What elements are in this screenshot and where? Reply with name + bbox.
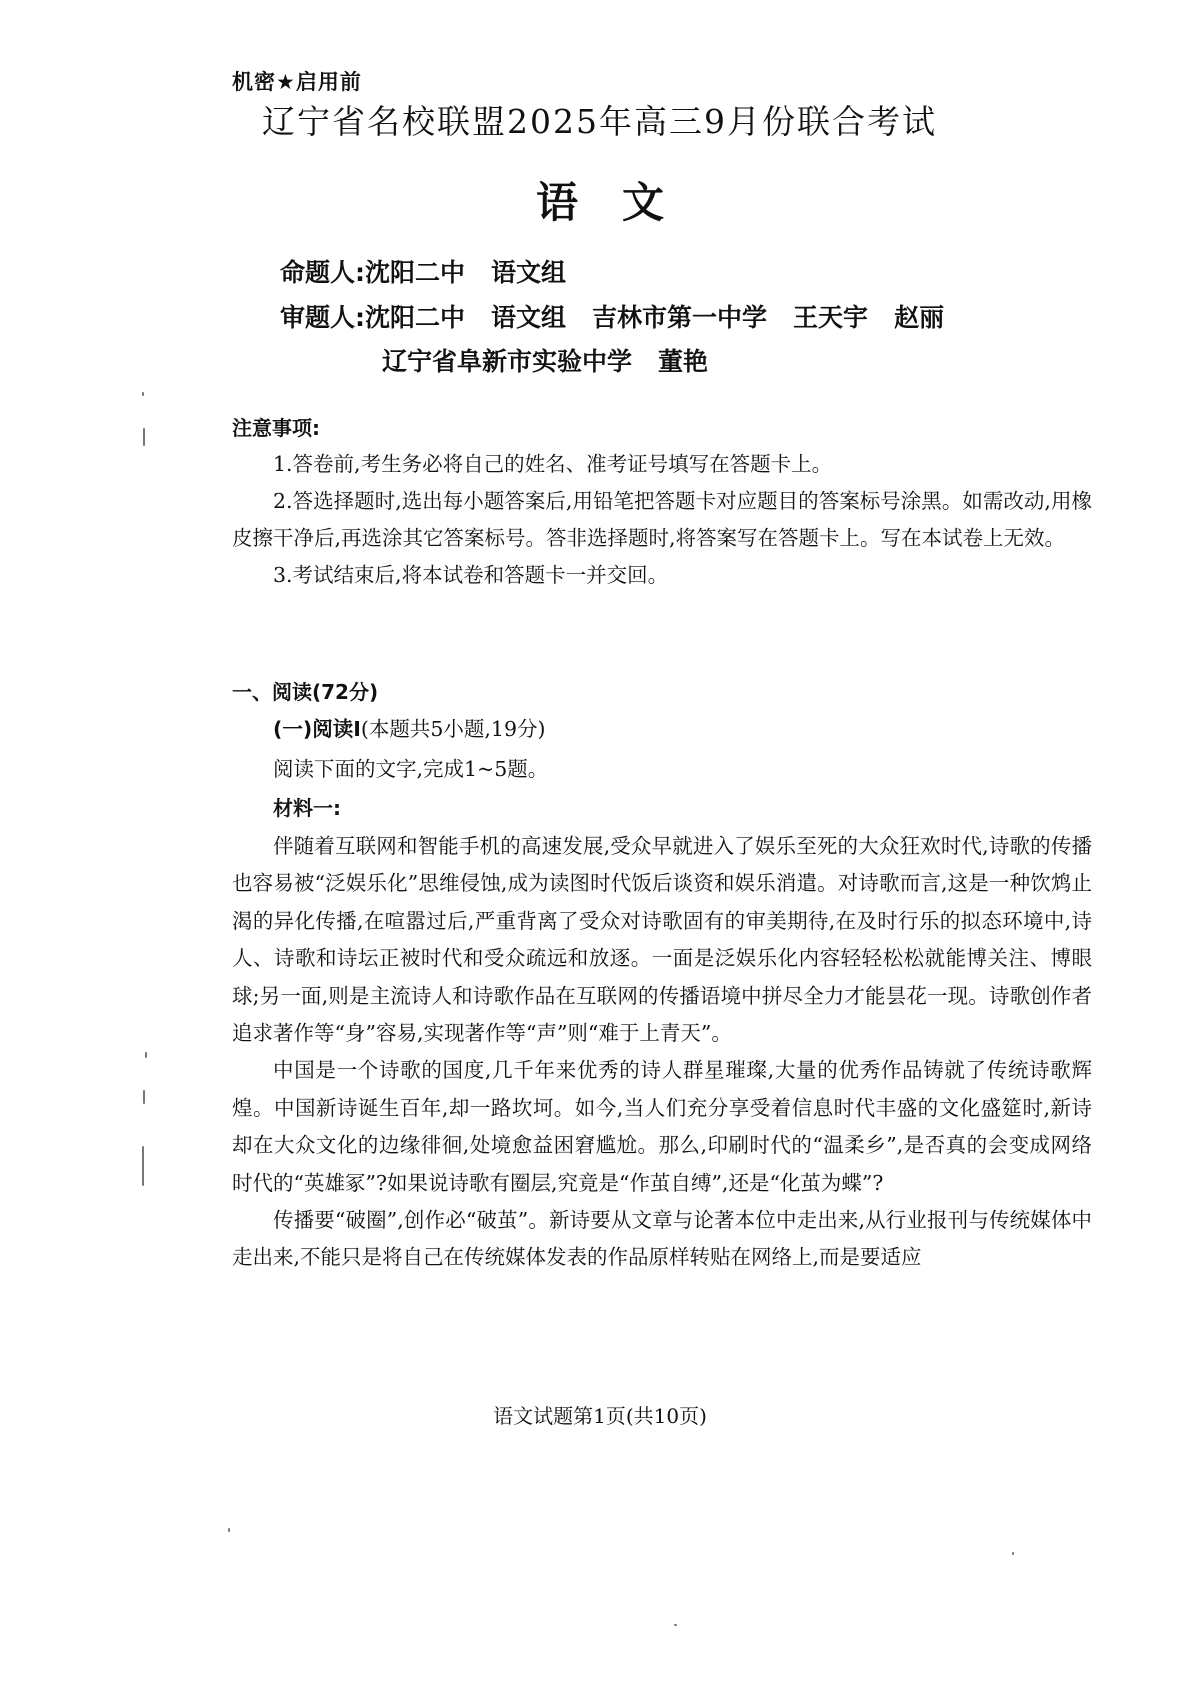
exam-title: 辽宁省名校联盟2025年高三9月份联合考试 [262, 102, 937, 141]
passage-paragraph: 中国是一个诗歌的国度,几千年来优秀的诗人群星璀璨,大量的优秀作品铸就了传统诗歌辉煌。中国新诗诞生百年,却一路坎坷。如今,当人们充分享受着信息时代丰盛的文化盛筵时,新诗却在大众文化的边缘徘徊,处境愈益困窘尴尬。那么,印刷时代的“温柔乡”,是否真的会变成网络时代的“英雄冢”?如果说诗歌有圈层,究竟是“作茧自缚”,还是“化茧为蝶”? [232, 1058, 1092, 1195]
scan-speck [674, 1624, 677, 1626]
page-footer: 语文试题第1页(共10页) [493, 1404, 707, 1428]
part-detail: (本题共5小题,19分) [360, 717, 546, 741]
setter-school: 沈阳二中 [365, 258, 466, 287]
material-label: 材料一: [273, 796, 341, 820]
reviewer-3-school: 辽宁省阜新市实验中学 [382, 347, 633, 376]
section-heading: 一、阅读(72分) [232, 680, 379, 704]
part-label: (一)阅读Ⅰ [273, 717, 361, 741]
passage-paragraph: 传播要“破圈”,创作必“破茧”。新诗要从文章与论著本位中走出来,从行业报刊与传统媒体中走出来,不能只是将自己在传统媒体发表的作品原样转贴在网络上,而是要适应 [232, 1208, 1092, 1270]
scan-speck [228, 1528, 230, 1532]
note-item: 1.答卷前,考生务必将自己的姓名、准考证号填写在答题卡上。 [273, 452, 833, 476]
reviewer-2-name-b: 赵丽 [894, 303, 945, 332]
scan-speck [142, 392, 144, 396]
note-item: 2.答选择题时,选出每小题答案后,用铅笔把答题卡对应题目的答案标号涂黑。如需改动,用橡皮擦干净后,再选涂其它答案标号。答非选择题时,将答案写在答题卡上。写在本试卷上无效。 [232, 489, 1092, 550]
subject-title: 语文 [535, 178, 708, 227]
reviewer-2-name-a: 王天宇 [793, 303, 869, 332]
scan-speck [143, 428, 145, 446]
reviewer-label: 审题人: [280, 303, 365, 332]
confidential-mark: 机密★启用前 [232, 70, 362, 94]
notes-list [232, 446, 1092, 594]
scan-speck [145, 1052, 147, 1058]
setter-group: 语文组 [491, 258, 567, 287]
reviewer-1-school: 沈阳二中 [365, 303, 466, 332]
scan-speck [143, 1090, 145, 1104]
setter-label: 命题人: [280, 258, 365, 287]
reviewer-block [280, 296, 1100, 384]
reading-instruction: 阅读下面的文字,完成1~5题。 [273, 757, 549, 781]
reviewer-line-2 [280, 340, 1100, 384]
part-heading [273, 712, 546, 742]
question-setter-line [280, 253, 566, 289]
passage-paragraph: 伴随着互联网和智能手机的高速发展,受众早就进入了娱乐至死的大众狂欢时代,诗歌的传播也容易被“泛娱乐化”思维侵蚀,成为读图时代饭后谈资和娱乐消遣。对诗歌而言,这是一种饮鸩止渴的异化传播,在喧嚣过后,严重背离了受众对诗歌固有的审美期待,在及时行乐的拟态环境中,诗人、诗歌和诗坛正被时代和受众疏远和放逐。一面是泛娱乐化内容轻轻松松就能博关注、博眼球;另一面,则是主流诗人和诗歌作品在互联网的传播语境中拼尽全力才能昙花一现。诗歌创作者追求著作等“身”容易,实现著作等“声”则“难于上青天”。 [232, 834, 1092, 1046]
scan-speck [142, 1146, 144, 1186]
passage-text [232, 828, 1092, 1277]
reviewer-3-name: 董艳 [658, 347, 709, 376]
note-item: 3.考试结束后,将本试卷和答题卡一并交回。 [273, 563, 669, 587]
scan-speck [1012, 1552, 1014, 1555]
notes-heading: 注意事项: [232, 416, 320, 440]
reviewer-2-school: 吉林市第一中学 [592, 303, 768, 332]
reviewer-1-group: 语文组 [491, 303, 567, 332]
